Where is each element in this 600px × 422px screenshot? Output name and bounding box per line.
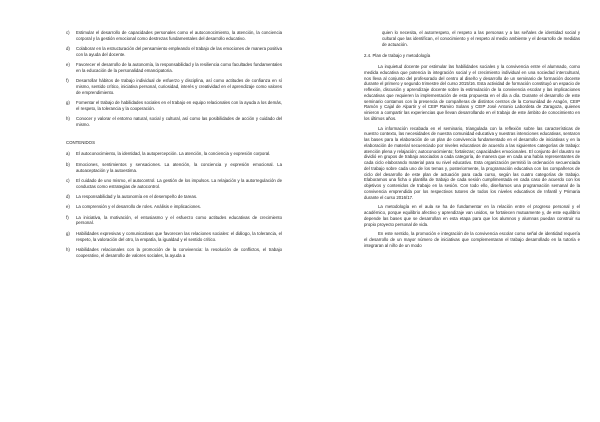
list-item <box>66 62 282 74</box>
list-marker: e) <box>66 204 70 210</box>
list-item <box>66 78 282 95</box>
section-heading: 2.4. Plan de trabajo y metodología <box>364 53 431 59</box>
list-marker: g) <box>66 100 70 106</box>
contenidos-heading: CONTENIDOS <box>66 139 95 145</box>
list-item <box>66 204 282 210</box>
list-text: Habilidades relacionales con la promoción de la convivencia: la resolución de conflictos, el trabajo cooperativo, el desarrollo de valores sociales, la ayuda a <box>76 246 282 258</box>
list-marker: d) <box>66 46 70 52</box>
list-item <box>66 100 282 112</box>
list-marker: h) <box>66 246 70 252</box>
list-item <box>66 247 282 259</box>
list-text: Desarrollar hábitos de trabajo individual de esfuerzo y disciplina, así como actitudes de confianza en sí mismo, sentido crítico, iniciativa personal, curiosidad, interés y creatividad en el aprendizaje como valores de emprendimiento. <box>76 78 282 95</box>
list-text: La responsabilidad y la autonomía en el desempeño de tareas. <box>76 194 198 199</box>
list-item <box>66 215 282 227</box>
list-marker: f) <box>66 214 69 220</box>
list-marker: e) <box>66 62 70 68</box>
list-marker: a) <box>66 151 70 157</box>
list-text: Colaborar en la estructuración del pensamiento empleando el trabajo de las emociones de manera positiva con la ayuda del docente. <box>76 46 282 57</box>
list-marker: c) <box>66 30 70 35</box>
list-text: Emociones, sentimientos y sensaciones. La atención, la conciencia y expresión emocional. La autoaceptación y la autoestima. <box>76 161 282 173</box>
body-paragraph: La inquietud docente por estimular las habilidades sociales y la convivencia entre el alumnado, como medida educativa que potencia la integración social y el crecimiento individual en una sociedad intercultural, nos lleva al conjunto del profesorado del centro al diseño y desarrollo de un seminario de formación docente durante el primero y segundo trimestre del curso 2015/16. Esta actividad de formación constituyó un espacio de reflexión, discusión y aprendizaje docente sobre la estimulación de la convivencia escolar y las implicaciones educativas que requieren la implementación de esta propuesta en el día a día. Durante el desarrollo de este seminario contamos con la presencia de compañeras de distintos centros de la Comunidad de Aragón, CEIP Ramón y Cajal de Alpartir y el CEIP Ramiro Solans y CEIP José Antonio Labordeta de Zaragoza, quienes vinieron a compartir las experiencias que llevan desarrollando en el trabajo de este ámbito de conocimiento en los últimos años. <box>364 64 580 121</box>
list-text: Habilidades expresivas y comunicativas que favorecen las relaciones sociales: el diálogo, la tolerancia, el respeto, la valoración del otro, la empatía, la igualdad y el sentido crítico. <box>76 230 282 242</box>
body-paragraph: La información recabada en el seminario, triangulada con la reflexión sobre las características de nuestro contexto, las necesidades de nuestra comunidad educativa y nuestras intenciones educativas, sentaron las bases para la elaboración de un plan de convivencia fundamentado en el desarrollo de iniciativas y en la elaboración de material secuenciado por niveles educativos de acuerdo a las siguientes categorías de trabajo: atención plena y relajación; autoconocimiento; fortalezas; capacidades emocionales. El conjunto del claustro se dividió en grupos de trabajo asociados a cada categoría, de manera que en cada una había representantes de cada ciclo elaborando material para su nivel educativo. Esta organización permitió la ordenación secuenciada del trabajo sobre cada uno de los temas y, posteriormente, la programación educativa con los compañeros de ciclo del desarrollo de este plan de actuación para cada curso, según las cuatro categorías de trabajo. Elaboramos una ficha o plantilla de trabajo de cada sesión cumplimentada en cada caso de acuerdo con los objetivos y contenidos de trabajo en la sesión. Con todo ello, diseñamos una programación semanal de la convivencia emprendida por los respectivos tutores de todos los niveles educativos de Infantil y Primaria durante el curso 2016/17. <box>364 125 580 200</box>
list-text: Estimular el desarrollo de capacidades personales como el autoconocimiento, la atención, la conciencia corporal y la gestión emocional como destrezas fundamentales del desarrollo educativo. <box>76 30 282 41</box>
list-marker: c) <box>66 177 70 183</box>
list-text: El autoconocimiento, la identidad, la autopercepción. La atención, la conciencia y expresión corporal. <box>76 151 271 157</box>
list-text: El cuidado de uno mismo, el autocontrol. La gestión de los impulsos. La relajación y la autorregulación de conductas como estrategias de autocontrol. <box>76 177 282 189</box>
list-text: La iniciativa, la motivación, el entusiasmo y el esfuerzo como actitudes educativas de crecimiento personal. <box>76 214 282 226</box>
list-text: Favorecer el desarrollo de la autonomía, la responsabilidad y la resiliencia como facultades fundamentales en la educación de la personalidad emancipatoria. <box>76 62 282 73</box>
objectives-list <box>66 30 282 128</box>
right-column <box>364 30 580 253</box>
list-marker: d) <box>66 194 70 199</box>
list-marker: h) <box>66 116 70 122</box>
list-marker: g) <box>66 230 70 236</box>
list-item <box>66 231 282 243</box>
left-column <box>66 30 282 263</box>
body-paragraph: En este sentido, la promoción e integración de la convivencia escolar como señal de identidad requería el desarrollo de un mayor número de iniciativas que complementaran el trabajo desarrollado en la tutoría e integraran al niño de un modo <box>364 231 580 248</box>
list-item <box>66 116 282 128</box>
paragraphs <box>364 64 580 249</box>
contents-list <box>66 151 282 258</box>
list-marker: f) <box>66 78 69 84</box>
list-item <box>66 151 282 157</box>
list-item <box>66 46 282 58</box>
list-item <box>66 162 282 174</box>
list-item <box>66 178 282 190</box>
continuation-text: quien lo necesita, el autorrespeto, el respeto a las personas y a las señales de identidad social y cultural que las identifican, el conocimiento y el respeto al medio ambiente y el desarrollo de medidas de actuación. <box>382 30 580 47</box>
list-marker: b) <box>66 161 70 167</box>
list-text: La comprensión y el desarrollo de roles. Análisis e implicaciones. <box>76 204 202 210</box>
list-item <box>66 30 282 42</box>
body-paragraph: La metodología en el aula se ha de fundamentar en la relación entre el progreso personal y el académico, porque equilibrio afectivo y aprendizaje van unidos, se fortalecen mutuamente y, de este equilibrio depende las bases que se desarrollan en esta etapa para que los alumnos y alumnas puedan construir su propio proyecto personal de vida. <box>364 204 580 227</box>
list-text: Fomentar el trabajo de habilidades sociales en el trabajo en equipo relacionales con la ayuda a los demás, el respeto, la tolerancia y la cooperación. <box>76 100 282 111</box>
list-text: Conocer y valorar el entorno natural, social y cultural, así como las posibilidades de acción y cuidado del mismo. <box>76 116 282 127</box>
list-item <box>66 194 282 200</box>
